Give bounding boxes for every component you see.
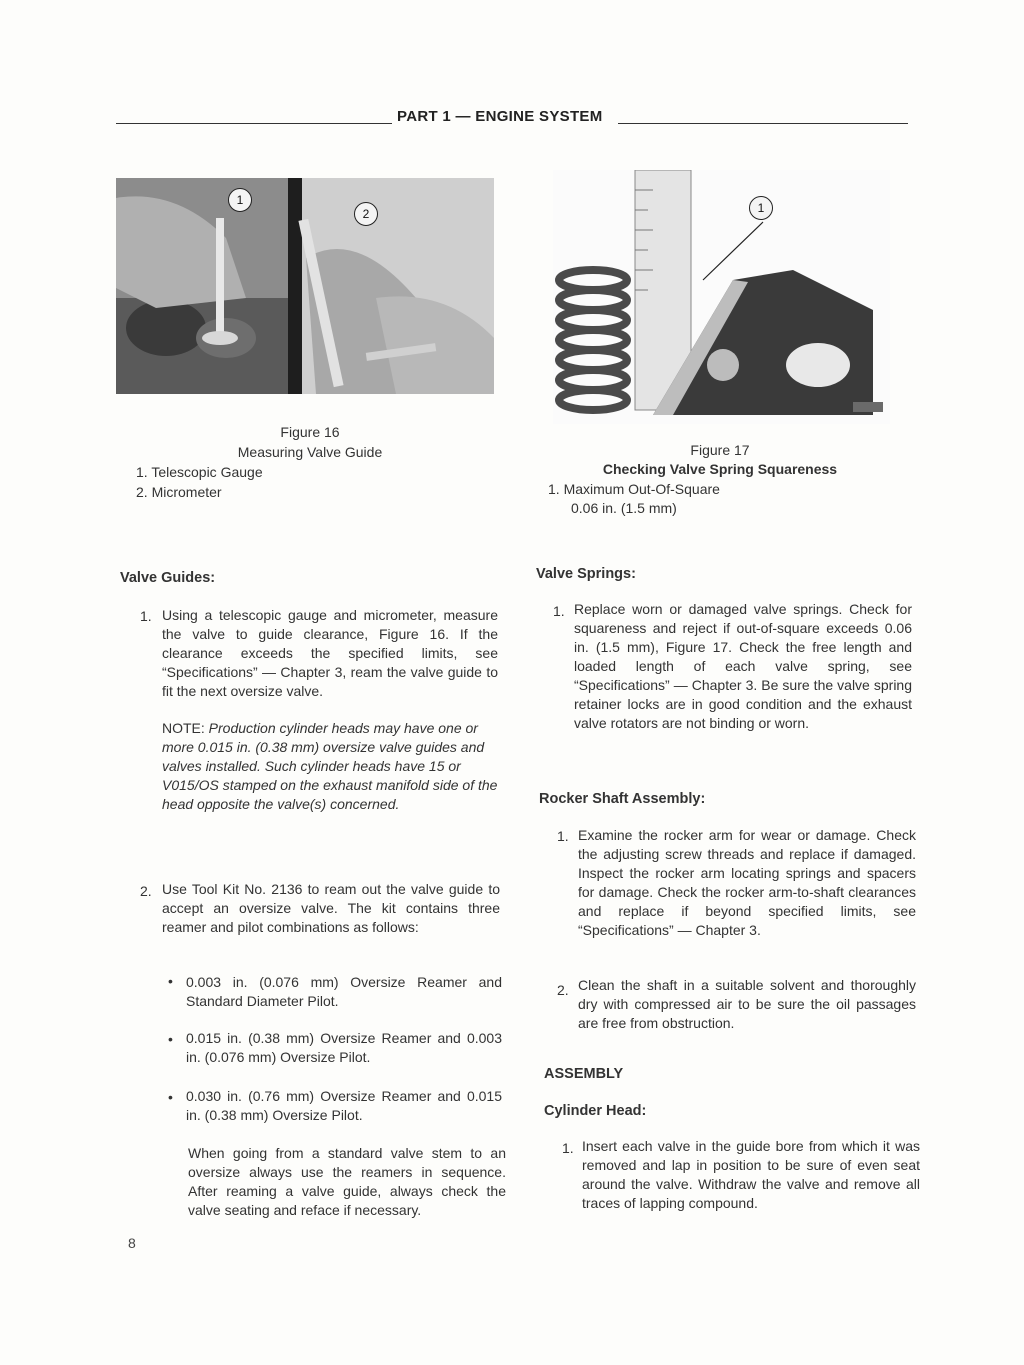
rocker-item-1-number: 1. xyxy=(557,828,569,844)
header-rule-right xyxy=(618,123,908,124)
bullet-item-1: 0.003 in. (0.076 mm) Oversize Reamer and Standard Diameter Pilot. xyxy=(186,974,502,1009)
figure-16-callout-1: 1 xyxy=(228,188,252,212)
figure-17-photo xyxy=(553,170,890,424)
figure-17-title: Figure 17 xyxy=(690,442,750,458)
valve-guides-heading: Valve Guides: xyxy=(120,570,216,586)
valve-springs-heading: Valve Springs: xyxy=(536,566,636,582)
cylinder-head-subheading: Cylinder Head: xyxy=(544,1103,647,1119)
page-header: PART 1 — ENGINE SYSTEM xyxy=(397,108,603,125)
page-number: 8 xyxy=(128,1235,136,1251)
bullet-dot-1: • xyxy=(168,973,173,989)
figure-16-subtitle: Measuring Valve Guide xyxy=(237,444,383,460)
note-label: NOTE: xyxy=(162,720,205,736)
rocker-shaft-heading: Rocker Shaft Assembly: xyxy=(539,791,706,807)
figure-16-illustration xyxy=(116,178,494,394)
assembly-heading: ASSEMBLY xyxy=(544,1066,624,1082)
valve-springs-item-1-text: Replace worn or damaged valve springs. Check for squareness and reject if out-of-square exceeds 0.06 in. (1.5 mm), Figure 17. Check the free length and loaded length of each valve spring, see “Specifications” — Chapter 3. Be sure the valve spring retainer locks are in good condition and the exhaust valve rotators are not binding or worn. xyxy=(574,601,912,731)
figure-16-item-2: 2. Micrometer xyxy=(136,484,222,500)
header-rule-left xyxy=(116,123,392,124)
rocker-item-1-text: Examine the rocker arm for wear or damage. Check the adjusting screw threads and replace if damaged. Inspect the rocker arm locating springs and spacers for damage. Check the rocker arm-to-shaft clearances and replace if beyond specified limits, see “Specifications” — Chapter 3. xyxy=(578,827,916,938)
valve-springs-item-1-number: 1. xyxy=(553,603,565,619)
figure-17-item-1-value: 0.06 in. (1.5 mm) xyxy=(571,500,677,516)
figure-17-subtitle: Checking Valve Spring Squareness xyxy=(602,461,838,477)
valve-guides-note xyxy=(162,719,500,814)
valve-guides-item-1-number: 1. xyxy=(140,608,152,624)
bullet-item-3: 0.030 in. (0.76 mm) Oversize Reamer and 0.015 in. (0.38 mm) Oversize Pilot. xyxy=(186,1088,502,1123)
rocker-item-2-number: 2. xyxy=(557,982,569,998)
valve-guides-item-2-text: Use Tool Kit No. 2136 to ream out the valve guide to accept an oversize valve. The kit contains three reamer and pilot combinations as follows: xyxy=(162,881,500,935)
figure-16-title: Figure 16 xyxy=(280,424,340,440)
bullet-dot-2: • xyxy=(168,1031,173,1047)
valve-guides-item-2-number: 2. xyxy=(140,883,152,899)
figure-17-illustration xyxy=(553,170,890,424)
figure-16-photo xyxy=(116,178,494,394)
figure-17-item-1: 1. Maximum Out-Of-Square xyxy=(548,481,720,497)
figure-16-callout-2: 2 xyxy=(354,202,378,226)
figure-16-item-1: 1. Telescopic Gauge xyxy=(136,464,263,480)
note-text: Production cylinder heads may have one or more 0.015 in. (0.38 mm) oversize valve guides and valves installed. Such cylinder heads have 15 or V015/OS stamped on the exhaust manifold side of the head opposite the valve(s) concerned. xyxy=(162,720,498,812)
bullet-item-2: 0.015 in. (0.38 mm) Oversize Reamer and 0.003 in. (0.076 mm) Oversize Pilot. xyxy=(186,1030,502,1065)
bullet-dot-3: • xyxy=(168,1089,173,1105)
valve-guides-closing: When going from a standard valve stem to an oversize always use the reamers in sequence. After reaming a valve guide, always check the valve seating and reface if necessary. xyxy=(188,1145,506,1218)
valve-guides-item-1-text: Using a telescopic gauge and micrometer, measure the valve to guide clearance, Figure 16. If the clearance exceeds the specified limits, see “Specifications” — Chapter 3, ream the valve guide to fit the next oversize valve. xyxy=(162,607,498,699)
cylinder-head-item-1-number: 1. xyxy=(562,1140,574,1156)
figure-17-callout-1: 1 xyxy=(749,196,773,220)
rocker-item-2-text: Clean the shaft in a suitable solvent and thoroughly dry with compressed air to be sure the oil passages are free from obstruction. xyxy=(578,977,916,1031)
cylinder-head-item-1-text: Insert each valve in the guide bore from which it was removed and lap in position to be sure of even seat around the valve. Withdraw the valve and remove all traces of lapping compound. xyxy=(582,1138,920,1211)
